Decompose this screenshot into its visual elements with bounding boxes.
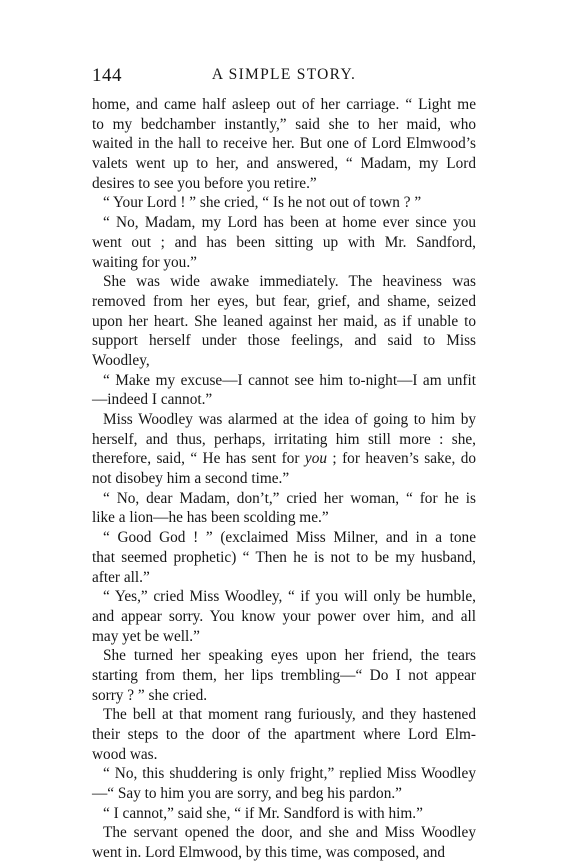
text-line: starting from them, her lips trembling—“ Do I not appear (92, 666, 476, 684)
paragraph (92, 489, 476, 528)
text-line: —indeed I cannot.” (92, 391, 213, 409)
text-line: She was wide awake immediately. The heaviness was (103, 273, 476, 291)
text-line: and appear sorry. You know your power over him, and all (92, 607, 476, 625)
text-line: home, and came half asleep out of her carriage. “ Light me (92, 96, 476, 113)
text-line: removed from her eyes, but fear, grief, and shame, seized (92, 292, 476, 310)
text-line: “ No, dear Madam, don’t,” cried her woman, “ for he is (103, 489, 476, 507)
text-line: like a lion—he has been scolding me.” (92, 509, 329, 527)
text-line: “ I cannot,” said she, “ if Mr. Sandford is with him.” (103, 804, 423, 822)
paragraph (92, 804, 476, 824)
text-line: went out ; and has been sitting up with Mr. Sandford, (92, 233, 476, 251)
text-line: She turned her speaking eyes upon her friend, the tears (103, 647, 476, 665)
paragraph (92, 272, 476, 370)
body-text (92, 95, 476, 863)
running-title: A SIMPLE STORY. (211, 66, 357, 83)
page-header (92, 63, 476, 87)
paragraph (92, 646, 476, 705)
text-line: not disobey him a second time.” (92, 470, 290, 488)
text-line: The bell at that moment rang furiously, and they hastened (103, 706, 476, 724)
text-line: their steps to the door of the apartment where Lord Elm- (92, 726, 476, 743)
paragraph (92, 764, 476, 803)
text-line: The servant opened the door, and she and Miss Woodley (103, 824, 476, 842)
text-line: support herself under those feelings, and said to Miss (92, 332, 476, 350)
text-line: wood was. (92, 745, 158, 763)
text-line: to my bedchamber instantly,” said she to her maid, who (92, 115, 476, 133)
text-line: went in. Lord Elmwood, by this time, was composed, and (92, 844, 446, 862)
paragraph (92, 213, 476, 272)
paragraph (92, 705, 476, 764)
text-line: “ No, Madam, my Lord has been at home ever since you (103, 214, 476, 232)
text-line: Woodley, (92, 351, 150, 369)
text-line: valets went up to her, and answered, “ Madam, my Lord (92, 155, 476, 173)
paragraph (92, 410, 476, 489)
text-line: “ Your Lord ! ” she cried, “ Is he not out of town ? ” (103, 194, 422, 212)
text-line: —“ Say to him you are sorry, and beg his pardon.” (92, 785, 402, 803)
page-number: 144 (92, 65, 122, 86)
text-line: “ No, this shuddering is only fright,” replied Miss Woodley (103, 765, 476, 783)
paragraph (92, 823, 476, 862)
text-line: herself, and thus, perhaps, irritating him still more : she, (92, 430, 476, 448)
text-line: waiting for you.” (92, 253, 197, 271)
text-line: sorry ? ” she cried. (92, 686, 208, 704)
text-line: upon her heart. She leaned against her maid, as if unable to (92, 312, 476, 330)
text-line: “ Yes,” cried Miss Woodley, “ if you will only be humble, (103, 588, 476, 606)
text-line: “ Make my excuse—I cannot see him to-night—I am unfit (103, 371, 476, 389)
emphasis: you (304, 450, 327, 468)
paragraph (92, 587, 476, 646)
text-line: after all.” (92, 568, 150, 586)
paragraph (92, 528, 476, 587)
paragraph (92, 193, 476, 213)
text-line: therefore, said, “ He has sent for you ; for heaven’s sake, do (92, 450, 476, 468)
text-line: waited in the hall to receive her. But one of Lord Elmwood’s (92, 135, 476, 153)
text-line: that seemed prophetic) “ Then he is not to be my husband, (92, 548, 476, 566)
text-line: may yet be well.” (92, 627, 200, 645)
paragraph (92, 95, 476, 193)
text-line: Miss Woodley was alarmed at the idea of going to him by (103, 411, 476, 428)
text-line: desires to see you before you retire.” (92, 174, 317, 192)
text-line: “ Good God ! ” (exclaimed Miss Milner, and in a tone (103, 529, 476, 547)
paragraph (92, 371, 476, 410)
